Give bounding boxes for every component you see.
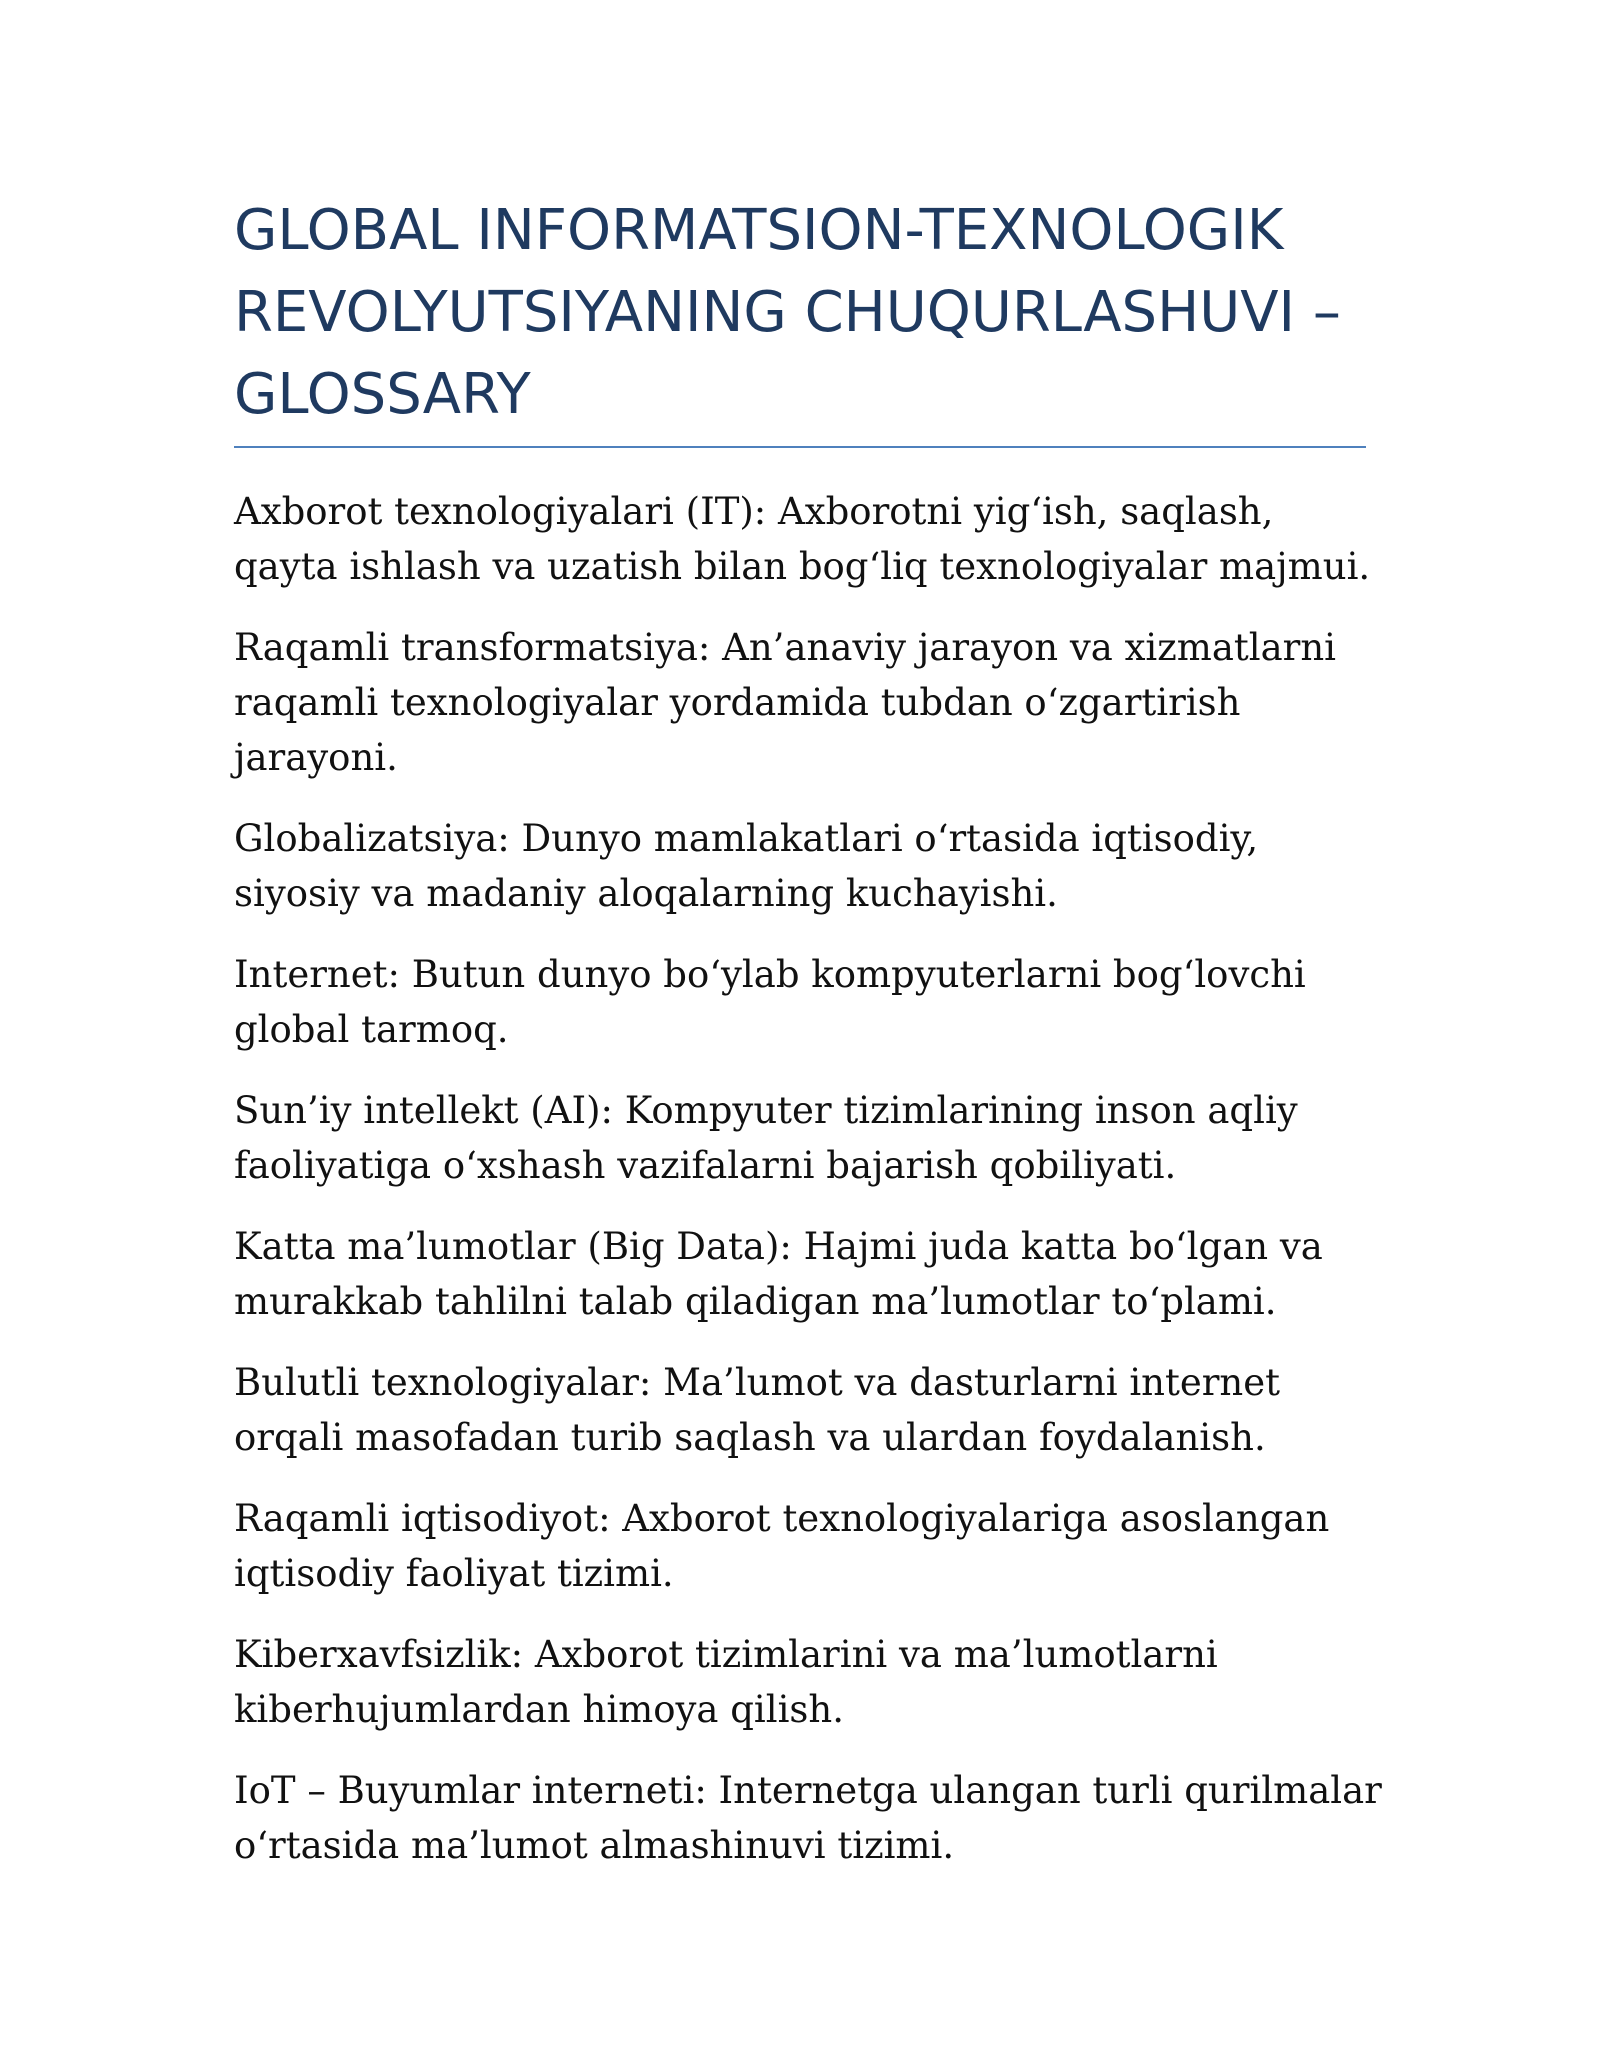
glossary-entry: Raqamli transformatsiya: An’anaviy jarayon va xizmatlarni raqamli texnologiyalar yordamida tubdan o‘zgartirish jarayoni. (234, 626, 1337, 779)
title-underline-divider (234, 446, 1366, 448)
glossary-entry: Kiberxavfsizlik: Axborot tizimlarini va ma’lumotlarni kiberhujumlardan himoya qilish. (234, 1633, 1218, 1731)
glossary-entry: Katta ma’lumotlar (Big Data): Hajmi juda katta bo‘lgan va murakkab tahlilni talab qiladigan ma’lumotlar to‘plami. (234, 1225, 1323, 1323)
glossary-entry: Bulutli texnologiyalar: Ma’lumot va dasturlarni internet orqali masofadan turib saqlash va ulardan foydalanish. (234, 1361, 1281, 1459)
glossary-entry: IoT – Buyumlar interneti: Internetga ulangan turli qurilmalar o‘rtasida ma’lumot almashinuvi tizimi. (234, 1769, 1382, 1867)
page-title: GLOBAL INFORMATSION-TEXNOLOGIK REVOLYUTSIYANING CHUQURLASHUVI – GLOSSARY (234, 198, 1341, 427)
glossary-list (234, 484, 1384, 1899)
glossary-entry: Raqamli iqtisodiyot: Axborot texnologiyalariga asoslangan iqtisodiy faoliyat tizimi. (234, 1497, 1330, 1595)
glossary-entry: Axborot texnologiyalari (IT): Axborotni yig‘ish, saqlash, qayta ishlash va uzatish bilan bog‘liq texnologiyalar majmui. (234, 490, 1371, 588)
glossary-entry: Sun’iy intellekt (AI): Kompyuter tizimlarining inson aqliy faoliyatiga o‘xshash vazifalarni bajarish qobiliyati. (234, 1089, 1298, 1187)
glossary-entry: Internet: Butun dunyo bo‘ylab kompyuterlarni bog‘lovchi global tarmoq. (234, 953, 1306, 1051)
glossary-entry: Globalizatsiya: Dunyo mamlakatlari o‘rtasida iqtisodiy, siyosiy va madaniy aloqalarning kuchayishi. (234, 817, 1259, 915)
